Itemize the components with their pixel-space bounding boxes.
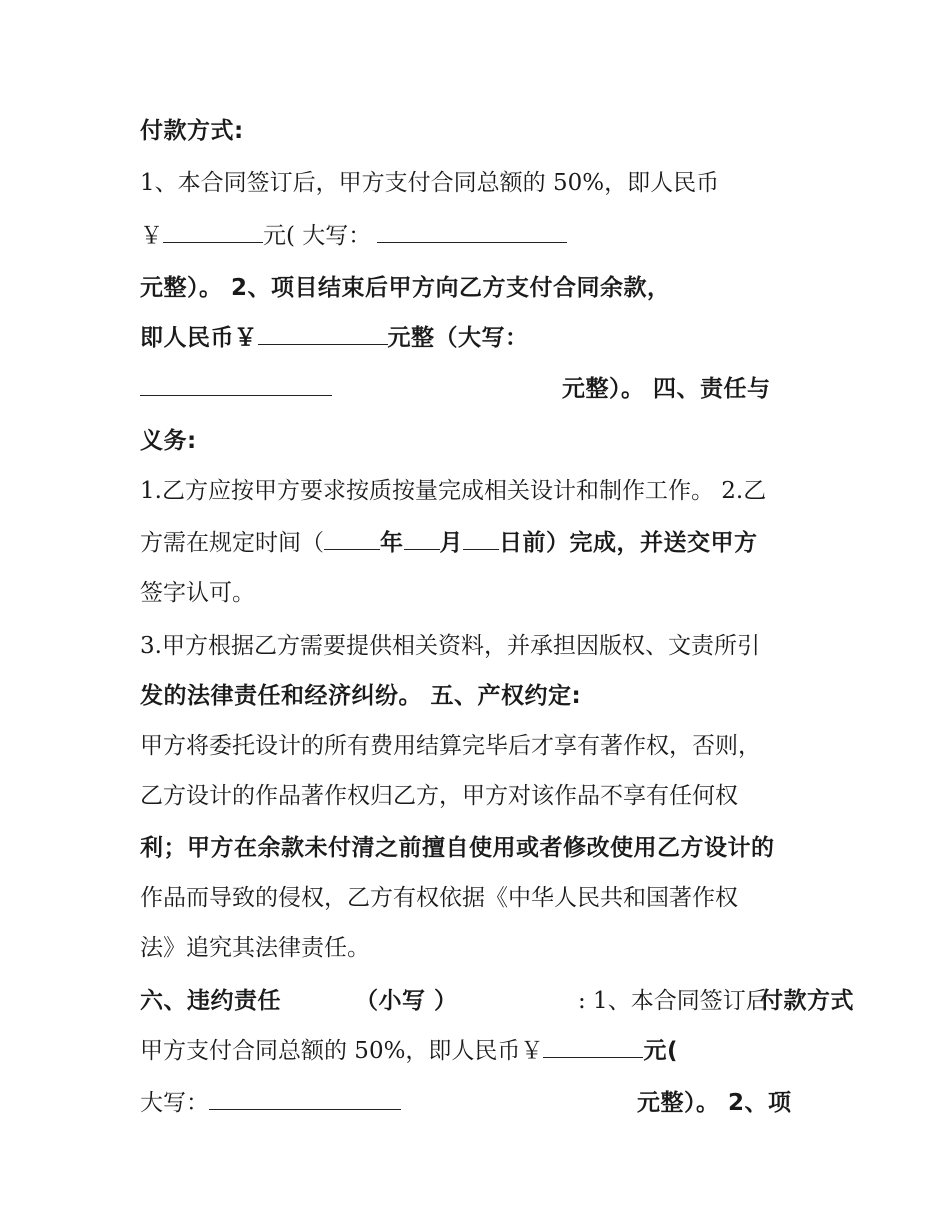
payment-method-overlap: 付款方式 (760, 988, 854, 1014)
line-copyright-2: 乙方设计的作品著作权归乙方，甲方对该作品不享有任何权 (140, 783, 738, 809)
line-copyright-5: 法》追究其法律责任。 (140, 935, 370, 961)
capital-label-3: 大写： (140, 1090, 209, 1116)
line-duty-3-end: 发的法律责任和经济纠纷。 五、产权约定: (140, 683, 582, 709)
line-copyright-1: 甲方将委托设计的所有费用结算完毕后才享有著作权，否则， (140, 733, 761, 759)
deadline-label: 方需在规定时间（ (140, 530, 324, 556)
line-payment-clause-1: 1、本合同签订后，甲方支付合同总额的 50%，即人民币 (140, 170, 720, 196)
line-duty-1: 1.乙方应按甲方要求按质按量完成相关设计和制作工作。 2.乙 (140, 478, 767, 504)
line-copyright-4: 作品而导致的侵权，乙方有权依据《中华人民共和国著作权 (140, 885, 738, 911)
line-payment-clause-2: 元整）。 2、项目结束后甲方向乙方支付合同余款， (140, 275, 671, 301)
line-obligations: 义务: (140, 428, 197, 454)
year-label: 年 (380, 530, 404, 556)
line-breach (140, 985, 860, 1017)
clause-restart: : 1、本合同签订后 (578, 988, 769, 1014)
capital-blank-3 (209, 1089, 401, 1110)
amount-blank (163, 222, 263, 243)
year-blank (324, 529, 380, 550)
section-6-heading: 六、违约责任 (140, 988, 281, 1014)
month-blank (404, 529, 440, 550)
capital-label: 元( 大写： (263, 223, 372, 249)
lowercase-label: （小写 ） (355, 988, 458, 1014)
line-payment-repeat (140, 1035, 678, 1067)
line-duty-2 (140, 527, 758, 559)
day-label: 日前）完成，并送交甲方 (499, 530, 758, 556)
line-amount-2-end (140, 373, 800, 405)
line-payment-method-heading: 付款方式: (140, 118, 244, 144)
payment-repeat-text: 甲方支付合同总额的 50%，即人民币￥ (140, 1038, 544, 1064)
line-amount-1 (140, 220, 567, 252)
line-capital-repeat-end: 元整）。 2、项 (637, 1090, 792, 1116)
line-amount-2 (140, 322, 529, 354)
capital-blank (377, 222, 567, 243)
section-4-heading: 元整）。 四、责任与 (562, 376, 771, 402)
capital-label-2: 元整（大写： (387, 325, 529, 351)
amount-blank-2 (258, 324, 388, 345)
line-duty-3: 3.甲方根据乙方需要提供相关资料，并承担因版权、文责所引 (140, 633, 760, 659)
line-capital-repeat (140, 1087, 810, 1119)
day-blank (463, 529, 499, 550)
capital-blank-2 (140, 375, 332, 396)
amount-blank-3 (543, 1037, 643, 1058)
line-copyright-3: 利；甲方在余款未付清之前擅自使用或者修改使用乙方设计的 (140, 835, 775, 861)
yuan-symbol: ￥ (140, 223, 163, 249)
rmb-label: 即人民币￥ (140, 325, 258, 351)
line-duty-2-end: 签字认可。 (140, 580, 255, 606)
month-label: 月 (439, 530, 463, 556)
yuan-label-3: 元( (643, 1038, 678, 1064)
